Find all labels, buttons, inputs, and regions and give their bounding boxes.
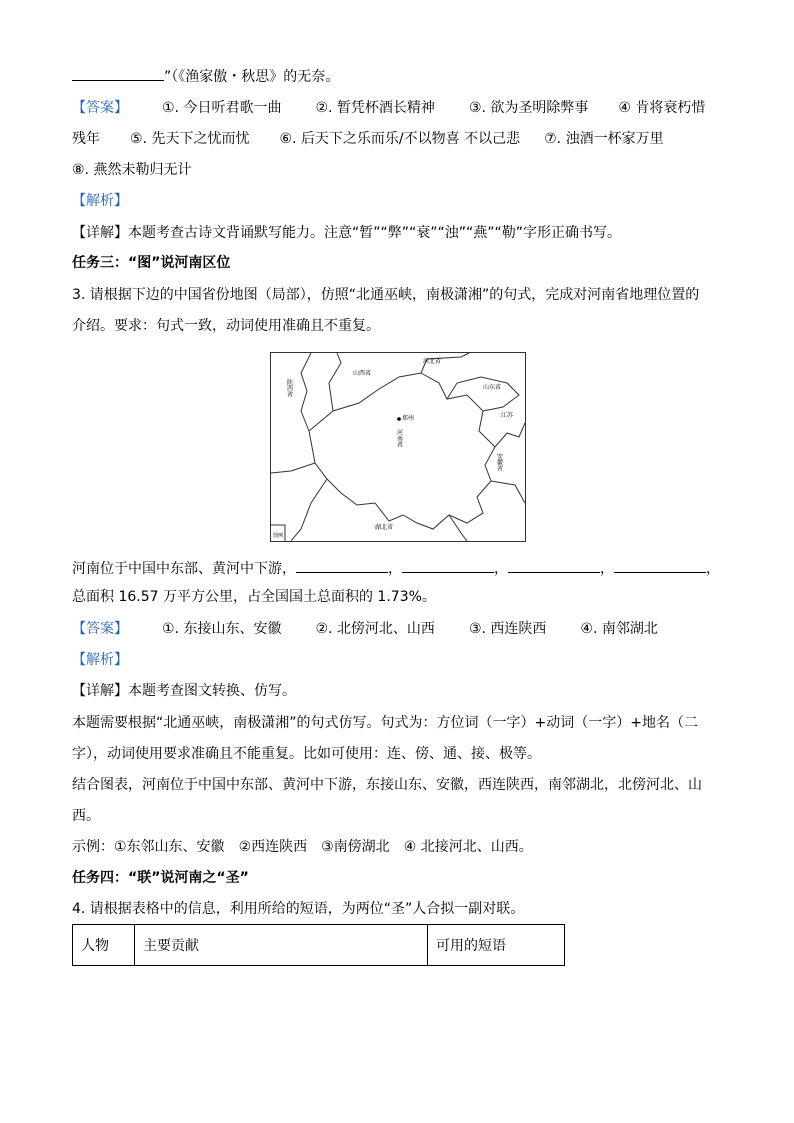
answer-item-8: 燕然未勒归无计: [93, 162, 192, 178]
answer-item-1: 今日听君歌一曲: [183, 100, 282, 116]
answer-item-4-cont: 残年: [72, 131, 100, 147]
jiangsu-border: [495, 423, 525, 447]
q4-line: 4. 请根据表格中的信息，利用所给的短语，为两位“圣”人合拟一副对联。: [72, 901, 525, 917]
answer-tag: 【答案】: [72, 621, 128, 637]
province-map-svg: [271, 353, 525, 541]
label-shanxi: 山西省: [353, 370, 372, 377]
analysis-tag-3: 【解析】: [72, 652, 128, 668]
para-line-3: 结合图表，河南位于中国中东部、黄河中下游，东接山东、安徽，西连陕西，南邻湖北，北傍河北、山: [72, 777, 702, 793]
fill-line-2: 总面积 16.57 万平方公里，占全国国土总面积的 1.73%。: [72, 589, 436, 605]
item-number: ⑤.: [130, 131, 148, 147]
answer-line-2: [72, 129, 664, 149]
henan-border: [309, 373, 495, 529]
answer-blank: [72, 66, 164, 81]
item-number: ③.: [468, 621, 486, 637]
text-line-1: [72, 66, 339, 87]
detail-tag: 【详解】: [72, 683, 128, 699]
anhui-border: [491, 481, 525, 503]
label-anhui: 安徽省: [495, 453, 503, 471]
shaanxi-border: [301, 353, 311, 431]
hubei-border: [291, 479, 327, 541]
line1-suffix: ”（《渔家傲・秋思》的无奈。: [164, 69, 340, 85]
answer-item-6: 后天下之乐而乐/不以物喜 不以己悲: [300, 131, 521, 147]
example-c: ③南傍湖北: [321, 839, 390, 855]
zhengzhou-marker: [397, 417, 401, 421]
item-number: ②.: [315, 100, 333, 116]
answer3-item-1: 东接山东、安徽: [183, 621, 282, 637]
item-number: ④.: [580, 621, 598, 637]
detail-text: 本题考查古诗文背诵默写能力。注意“暂”“弊”“衰”“浊”“燕”“勒”字形正确书写。: [128, 225, 622, 241]
item-number: ④: [403, 839, 417, 855]
q3-line-2: 介绍。要求：句式一致，动词使用准确且不重复。: [72, 318, 380, 334]
fill-blank-3: [508, 558, 600, 573]
item-number: ①.: [162, 621, 180, 637]
para-line-4: 西。: [72, 808, 100, 824]
fill-blank-1: [296, 558, 388, 573]
fill-sep: ，: [600, 561, 614, 577]
para-line-2: 字），动词使用要求准确且不能重复。比如可使用：连、傍、通、接、极等。: [72, 746, 541, 762]
fill-blank-4: [614, 558, 706, 573]
province-map: [270, 352, 526, 542]
fill-blank-2: [402, 558, 494, 573]
label-jiangsu: 江苏: [501, 412, 514, 419]
example-d: 北接河北、山西。: [420, 839, 533, 855]
detail-line-1: [72, 223, 621, 243]
answer-tag: 【答案】: [72, 100, 128, 116]
answer-item-3: 欲为圣明除弊事: [490, 100, 589, 116]
item-number: ②.: [315, 621, 333, 637]
label-shaanxi: 陕西省: [285, 379, 293, 397]
item-number: ⑥.: [279, 131, 297, 147]
detail-tag: 【详解】: [72, 225, 128, 241]
item-number: ⑦.: [544, 131, 562, 147]
table-row: [73, 925, 565, 966]
task4-heading: 任务四：“联”说河南之“圣”: [72, 870, 249, 886]
answer3-line: [72, 619, 658, 639]
example-line: [72, 837, 533, 857]
example-b: ②西连陕西: [238, 839, 308, 855]
label-henan: 河南省: [395, 429, 403, 447]
shanxi-border: [329, 353, 341, 411]
label-zhengzhou: 郑州: [402, 415, 415, 422]
table-header-phrases: 可用的短语: [428, 925, 565, 966]
label-legend: 图例: [273, 533, 284, 539]
q3-line-1: 3. 请根据下边的中国省份地图（局部），仿照“北通巫峡，南极潇湘”的句式，完成对河南省地理位置的: [72, 287, 700, 303]
para-line-1: 本题需要根据“北通巫峡，南极潇湘”的句式仿写。句式为：方位词（一字）+动词（一字）+地名（二: [72, 715, 698, 731]
label-shandong: 山东省: [483, 384, 502, 391]
answer-item-2: 暂凭杯酒长精神: [336, 100, 435, 116]
label-hebei: 河北省: [423, 358, 442, 365]
label-hubei: 湖北省: [375, 524, 394, 531]
answer-item-5: 先天下之忧而忧: [151, 131, 250, 147]
answer-item-4: 肯将衰朽惜: [635, 100, 706, 116]
answer3-item-4: 南邻湖北: [601, 621, 658, 637]
item-number: ④: [618, 100, 631, 116]
fill-sep: ，: [388, 561, 402, 577]
detail-text: 本题考查图文转换、仿写。: [128, 683, 296, 699]
item-number: ③.: [468, 100, 486, 116]
item-number: ①.: [162, 100, 180, 116]
detail-line-3: [72, 681, 296, 701]
fill-prefix: 河南位于中国中东部、黄河中下游，: [72, 561, 296, 577]
table-header-person: 人物: [73, 925, 135, 966]
fill-sep: ，: [494, 561, 508, 577]
answer3-item-2: 北傍河北、山西: [336, 621, 435, 637]
task3-heading: 任务三：“图”说河南区位: [72, 255, 231, 271]
example-prefix: 示例：: [72, 839, 114, 855]
fill-line-1: [72, 558, 720, 579]
table-header-contribution: 主要贡献: [135, 925, 428, 966]
analysis-tag-1: 【解析】: [72, 193, 128, 209]
item-number: ⑧.: [72, 162, 90, 178]
answer-item-7: 浊酒一杯家万里: [565, 131, 664, 147]
info-table: [72, 924, 565, 966]
answer3-item-3: 西连陕西: [490, 621, 547, 637]
example-a: ①东邻山东、安徽: [114, 839, 225, 855]
west-border: [271, 463, 315, 473]
answer-line-1: [72, 98, 705, 118]
fill-sep: ，: [706, 561, 720, 577]
answer-line-3: [72, 160, 191, 180]
shandong-border: [447, 377, 519, 411]
